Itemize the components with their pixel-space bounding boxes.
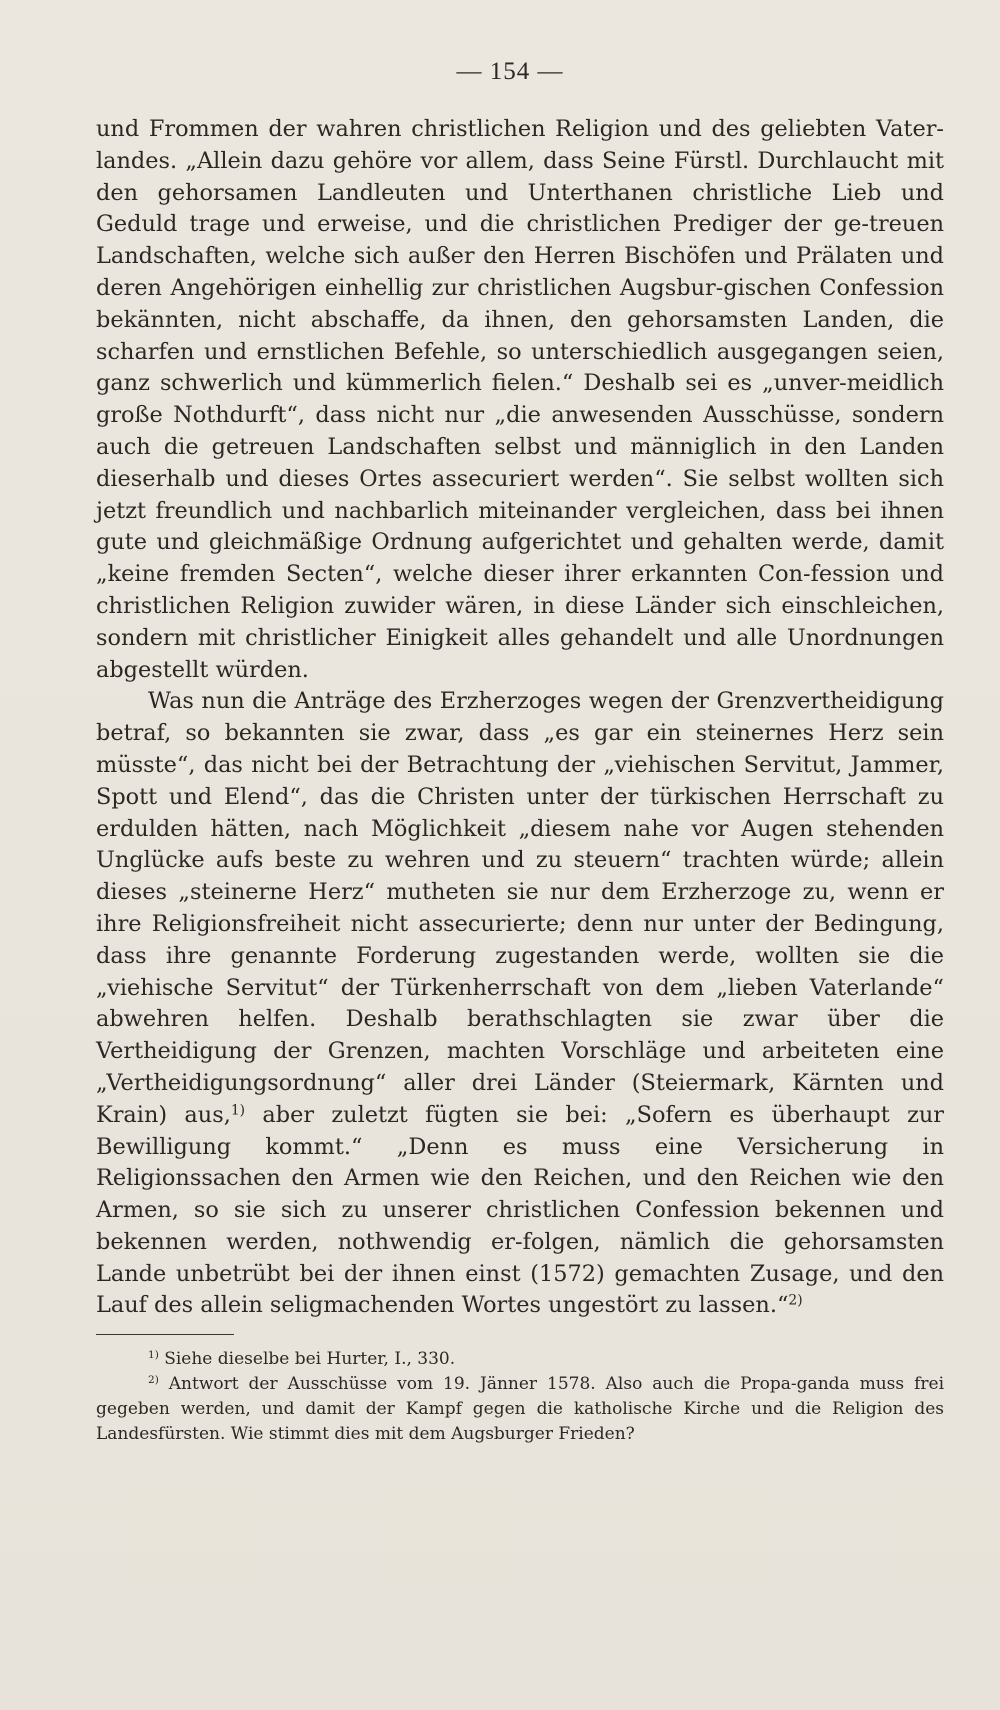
footnote-mark-2: 2): [148, 1374, 159, 1387]
footnote-mark-1: 1): [148, 1349, 159, 1362]
paragraph-2-text: Was nun die Anträge des Erzherzoges wegen der Grenzvertheidigung betraf, so bekannten sie zwar, dass „es gar ein steinernes Herz sein müsste“, das nicht bei der Betrachtung der „viehischen Servitut, Jammer, Spott und Elend“, das die Christen unter der türkischen Herrschaft zu erdulden hätten, nach Möglichkeit „diesem nahe vor Augen stehenden Unglücke aufs beste zu wehren und zu steuern“ trachten würde; allein dieses „steinerne Herz“ mutheten sie nur dem Erzherzoge zu, wenn er ihre Religionsfreiheit nicht assecurierte; denn nur unter der Bedingung, dass ihre genannte Forderung zugestanden werde, wollten sie die „viehische Servitut“ der Türkenherrschaft von dem „lieben Vaterlande“ abwehren helfen. Deshalb berathschlagten sie zwar über die Vertheidigung der Grenzen, machten Vorschläge und arbeiteten eine „Vertheidigungsordnung“ aller drei Länder (Steiermark, Kärnten und Krain) aus,: [96, 688, 944, 1128]
footnote-1: [96, 1347, 944, 1372]
footnote-1-text: Siehe dieselbe bei Hurter, I., 330.: [164, 1349, 456, 1370]
page-number: — 154 —: [456, 58, 564, 85]
footnote-separator: [96, 1334, 234, 1335]
body-text: [96, 114, 944, 1322]
footnote-ref-2: 2): [788, 1292, 803, 1309]
paragraph-2-continuation: aber zuletzt fügten sie bei: „Sofern es überhaupt zur Bewilligung kommt.“ „Denn es muss eine Versicherung in Religionssachen den Armen wie den Reichen, und den Reichen wie den Armen, so sie sich zu unserer christlichen Confession bekennen und bekennen werden, nothwendig er-folgen, nämlich die gehorsamsten Lande unbetrübt bei der ihnen einst (1572) gemachten Zusage, und den Lauf des allein seligmachenden Wortes ungestört zu lassen.“: [96, 1101, 944, 1319]
paragraph-1: und Frommen der wahren christlichen Religion und des geliebten Vater-landes. „Allein dazu gehöre vor allem, dass Seine Fürstl. Durchlaucht mit den gehorsamen Landleuten und Unterthanen christliche Lieb und Geduld trage und erweise, und die christlichen Prediger der ge-treuen Landschaften, welche sich außer den Herren Bischöfen und Prälaten und deren Angehörigen einhellig zur christlichen Augsbur-gischen Confession bekännten, nicht abschaffe, da ihnen, den gehorsamsten Landen, die scharfen und ernstlichen Befehle, so unterschiedlich ausgegangen seien, ganz schwerlich und kümmerlich fielen.“ Deshalb sei es „unver-meidlich große Nothdurft“, dass nicht nur „die anwesenden Ausschüsse, sondern auch die getreuen Landschaften selbst und männiglich in den Landen dieserhalb und dieses Ortes assecuriert werden“. Sie selbst wollten sich jetzt freundlich und nachbarlich miteinander vergleichen, dass bei ihnen gute und gleichmäßige Ordnung aufgerichtet und gehalten werde, damit „keine fremden Secten“, welche dieser ihrer erkannten Con-fession und christlichen Religion zuwider wären, in diese Länder sich einschleichen, sondern mit christlicher Einigkeit alles gehandelt und alle Unordnungen abgestellt würden.: [96, 116, 944, 683]
paragraph-2: [96, 686, 944, 1322]
footnotes: [96, 1347, 944, 1447]
footnote-2-text: Antwort der Ausschüsse vom 19. Jänner 1578. Also auch die Propa-ganda muss frei gegeben werden, und damit der Kampf gegen die katholische Kirche und die Religion des Landesfürsten. Wie stimmt dies mit dem Augsburger Frieden?: [96, 1374, 945, 1445]
footnote-2: [96, 1372, 944, 1447]
footnote-ref-1: 1): [230, 1102, 246, 1119]
